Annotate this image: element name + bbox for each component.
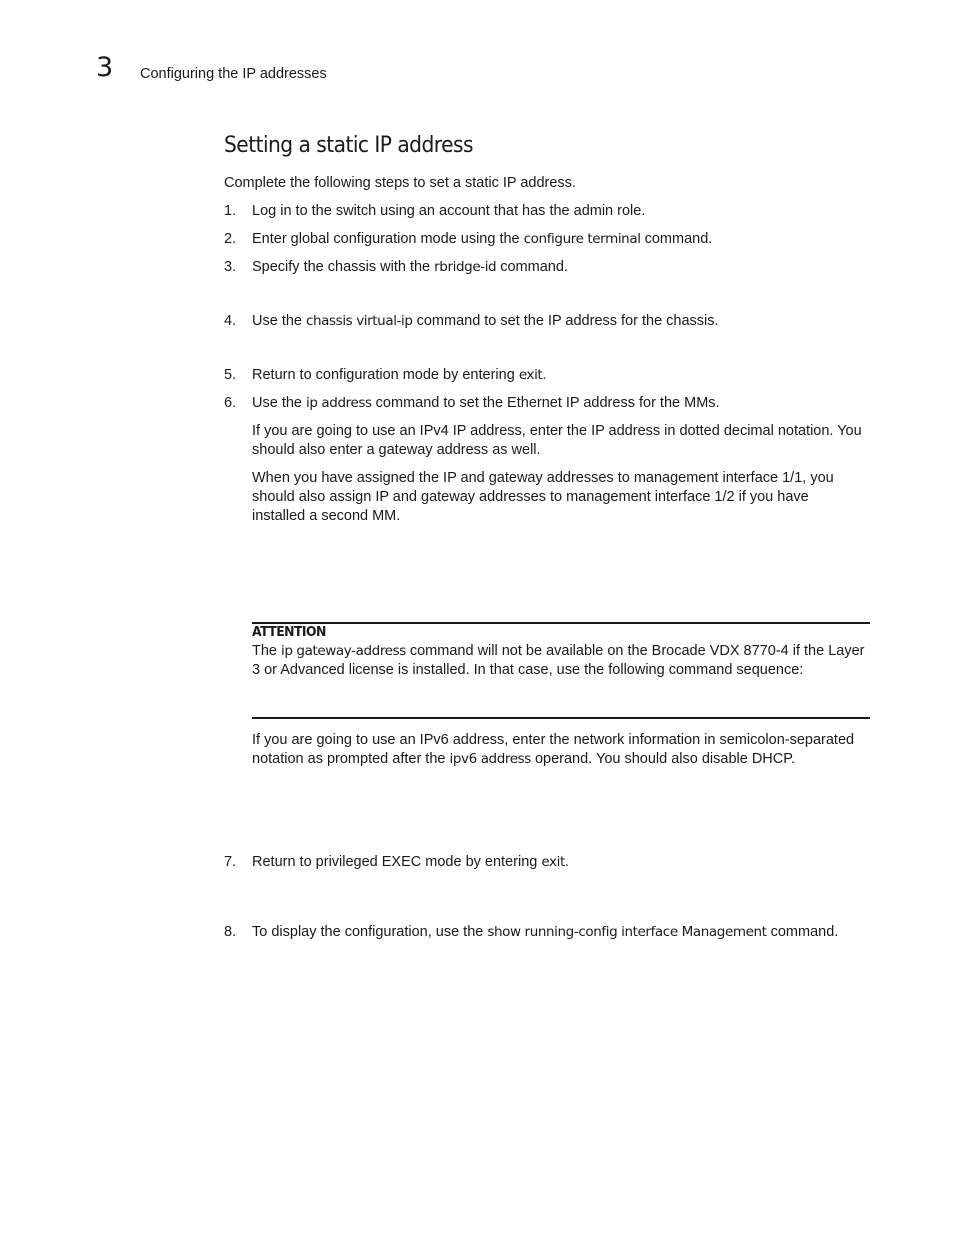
step-text-after: command. (766, 924, 839, 940)
mgmt-line: When you have assigned the IP and gateway addresses to management interface 1/1, you (252, 470, 834, 486)
attention-bottom-rule (252, 717, 870, 719)
step-text-after: command. (640, 231, 713, 247)
ipv6-paragraph (252, 731, 872, 769)
step-text (252, 853, 569, 872)
command-name: chassis virtual-ip (306, 313, 413, 329)
step-text (252, 312, 719, 331)
step-text (252, 923, 838, 942)
command-name: ip gateway-address (281, 643, 406, 659)
step-text-before: Enter global configuration mode using the (252, 231, 524, 247)
step-number: 8. (224, 924, 237, 940)
command-name: ip address (306, 395, 372, 411)
chapter-number: 3 (96, 52, 114, 83)
step-number: 1. (224, 203, 237, 219)
step-text (252, 366, 546, 385)
step-number: 5. (224, 367, 237, 383)
step-number: 3. (224, 259, 237, 275)
ipv6-line: If you are going to use an IPv6 address, enter the network information in semicolon-separated (252, 732, 855, 748)
step-number: 6. (224, 395, 237, 411)
step-text-before: Return to privileged EXEC mode by entering (252, 854, 542, 870)
attention-label: ATTENTION (252, 624, 326, 640)
ipv4-line: should also enter a gateway address as well. (252, 442, 541, 458)
ipv6-text-before: notation as prompted after the (252, 751, 450, 767)
step-text-before: Log in to the switch using an account that has the admin role. (252, 203, 646, 219)
attention-line: 3 or Advanced license is installed. In that case, use the following command sequence: (252, 662, 804, 678)
step-text-before: Specify the chassis with the (252, 259, 435, 275)
ipv4-paragraph (252, 422, 872, 460)
step-number: 4. (224, 313, 237, 329)
ipv4-line: If you are going to use an IPv4 IP address, enter the IP address in dotted decimal notation. You (252, 423, 862, 439)
step-text (252, 258, 568, 277)
step-number: 2. (224, 231, 237, 247)
step-text (252, 202, 645, 221)
ipv6-line (252, 750, 872, 769)
mgmt-line: should also assign IP and gateway addresses to management interface 1/2 if you have (252, 489, 809, 505)
command-name: ipv6 address (449, 751, 531, 767)
attention-top-rule (252, 622, 870, 624)
attention-text-before: The (252, 643, 282, 659)
intro-text: Complete the following steps to set a static IP address. (224, 175, 576, 191)
step-text-before: Use the (252, 313, 306, 329)
chapter-title: Configuring the IP addresses (140, 66, 327, 82)
step-text (252, 394, 720, 413)
step-text-after: . (564, 854, 569, 870)
step-text-after: command. (496, 259, 568, 275)
step-text-before: To display the configuration, use the (252, 924, 488, 940)
attention-text-after: command will not be available on the Brocade VDX 8770-4 if the Layer (405, 643, 865, 659)
attention-text (252, 642, 872, 680)
command-name: exit (518, 367, 543, 383)
step-text-after: . (542, 367, 547, 383)
step-text-after: command to set the IP address for the chassis. (412, 313, 719, 329)
step-text (252, 230, 712, 249)
command-name: rbridge-id (434, 259, 497, 275)
command-name: show running-config interface Management (487, 924, 767, 940)
mgmt-line: installed a second MM. (252, 508, 401, 524)
attention-line (252, 642, 872, 661)
step-number: 7. (224, 854, 237, 870)
command-name: exit (541, 854, 565, 870)
step-text-after: command to set the Ethernet IP address for the MMs. (371, 395, 720, 411)
step-text-before: Return to configuration mode by entering (252, 367, 519, 383)
ipv6-text-after: operand. You should also disable DHCP. (530, 751, 796, 767)
management-interface-paragraph (252, 469, 872, 526)
section-heading: Setting a static IP address (224, 133, 473, 158)
step-text-before: Use the (252, 395, 306, 411)
command-name: configure terminal (523, 231, 641, 247)
